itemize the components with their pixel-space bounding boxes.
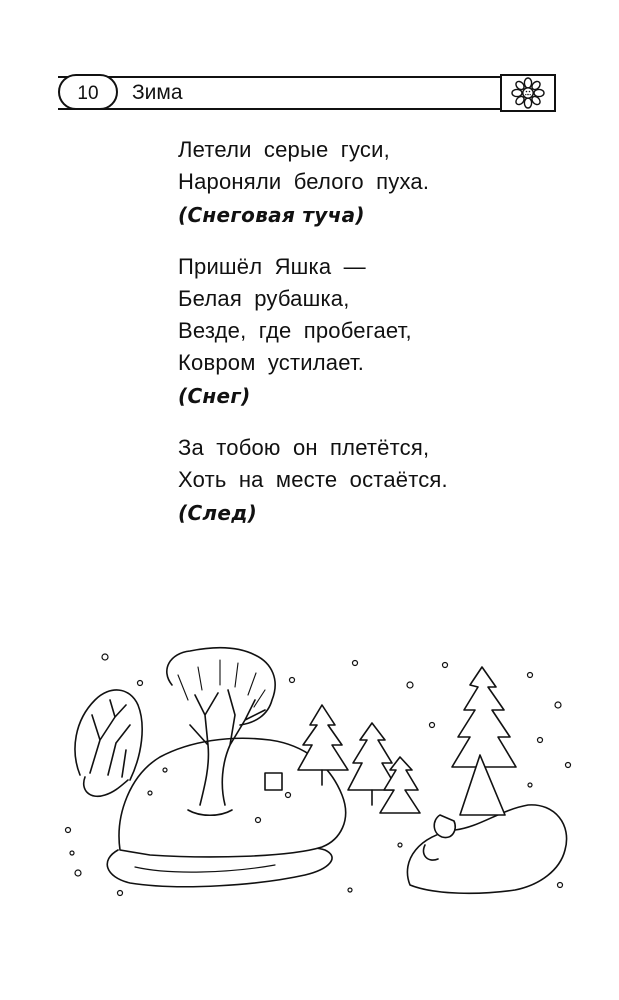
riddle-answer: (Снеговая туча) (178, 203, 365, 227)
header-rule-bottom (58, 108, 556, 110)
riddle-snow-cloud (178, 134, 588, 232)
riddle-line: Везде, где пробегает, (178, 318, 412, 343)
page-header (58, 74, 556, 112)
riddle-line: Нароняли белого пуха. (178, 169, 430, 194)
riddle-line: Ковром устилает. (178, 350, 365, 375)
riddle-line: Пришёл Яшка — (178, 254, 366, 279)
riddle-answer: (Снег) (178, 384, 251, 408)
riddle-line: Белая рубашка, (178, 286, 350, 311)
riddle-line: За тобою он плетётся, (178, 435, 430, 460)
winter-landscape-illustration (60, 645, 580, 910)
riddle-answer: (След) (178, 501, 258, 525)
riddles-list (178, 134, 588, 549)
riddle-snow (178, 251, 588, 413)
header-rule-top (58, 76, 556, 78)
flower-icon (500, 74, 556, 112)
page-number: 10 (58, 74, 118, 110)
riddle-line: Хоть на месте остаётся. (178, 467, 448, 492)
section-title: Зима (132, 81, 183, 104)
riddle-footprint (178, 432, 588, 530)
riddle-line: Летели серые гуси, (178, 137, 390, 162)
